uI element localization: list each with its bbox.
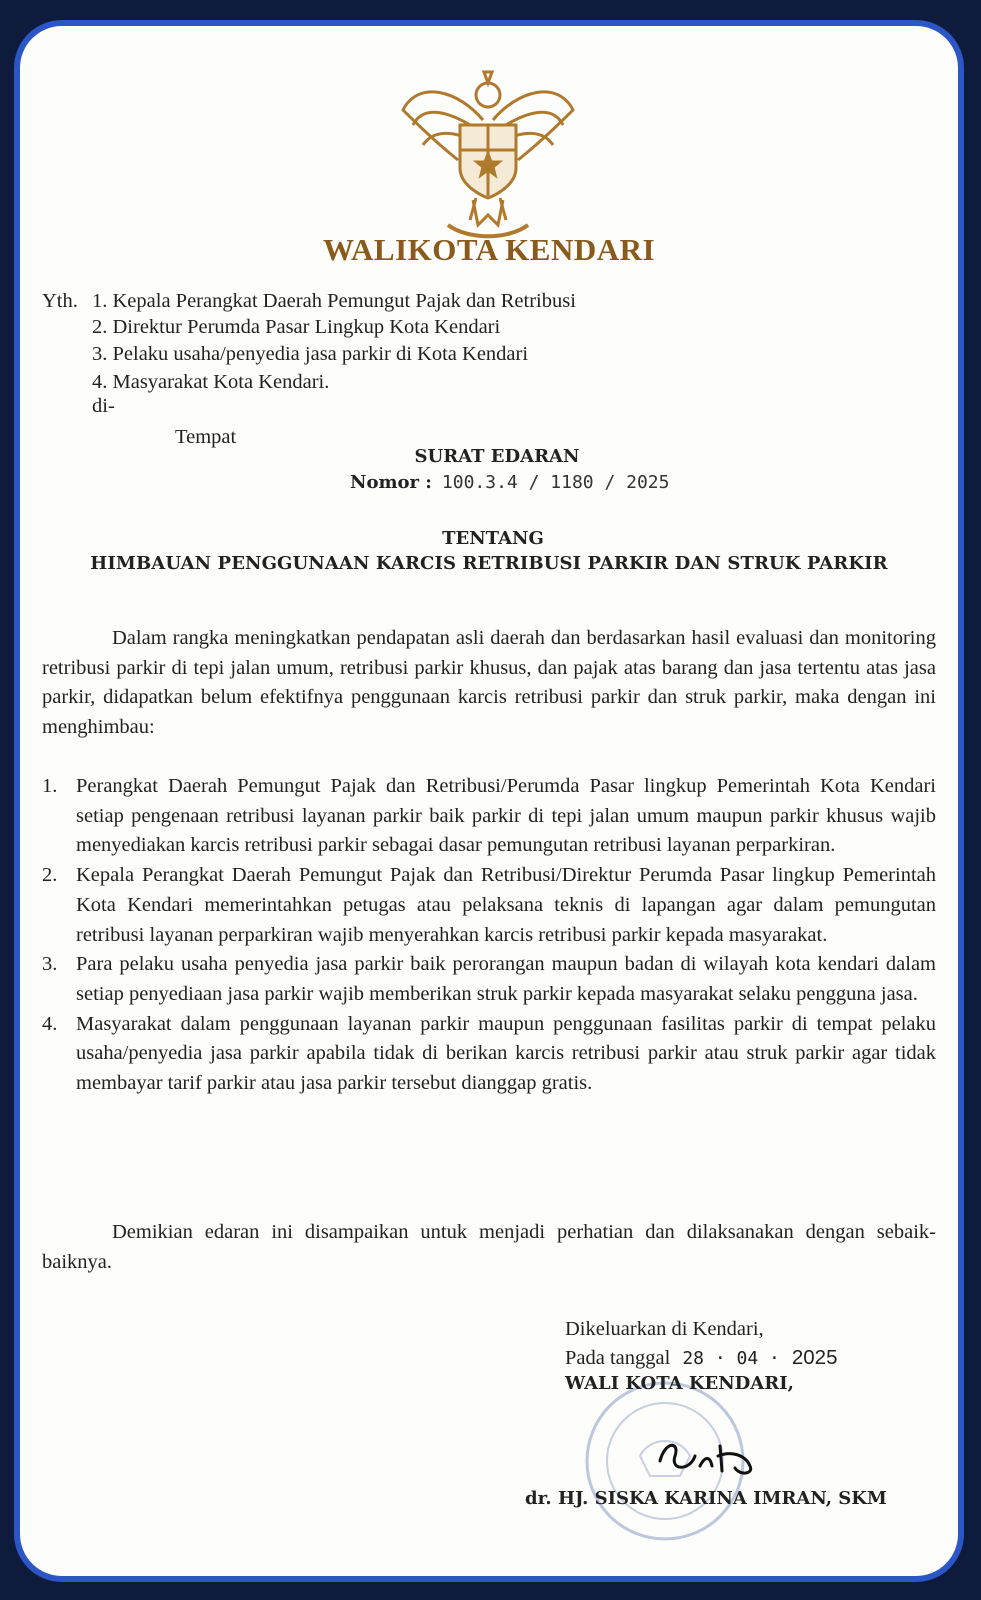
signer-office: WALI KOTA KENDARI, [565, 1373, 794, 1394]
about-label: TENTANG [442, 528, 544, 549]
recipient-item: 4. Masyarakat Kota Kendari. [92, 371, 330, 393]
issued-place: Dikeluarkan di Kendari, [565, 1318, 764, 1340]
recipient-item: 2. Direktur Perumda Pasar Lingkup Kota Kendari [92, 316, 501, 338]
date-label: Pada tanggal [565, 1347, 671, 1369]
city-title: WALIKOTA KENDARI [322, 232, 656, 267]
issue-date [565, 1346, 837, 1370]
document-subject: HIMBAUAN PENGGUNAAN KARCIS RETRIBUSI PARKIR DAN STRUK PARKIR [90, 553, 888, 574]
garuda-emblem-icon [388, 50, 588, 250]
document-page [14, 20, 964, 1582]
recipient-place: Tempat [175, 426, 237, 448]
recipient-item: 1. Kepala Perangkat Daerah Pemungut Pajak dan Retribusi [92, 290, 576, 312]
list-item: 1. Perangkat Daerah Pemungut Pajak dan Retribusi/Perumda Pasar lingkup Pemerintah Kota Kendari setiap pengenaan retribusi layanan parkir baik parkir di tepi jalan umum maupun parkir khusus wajib menyediakan karcis retribusi parkir sebagai dasar pemungutan retribusi layanan perparkiran. [42, 775, 936, 857]
list-item: 2. Kepala Perangkat Daerah Pemungut Pajak dan Retribusi/Direktur Perumda Pasar lingkup Pemerintah Kota Kendari memerintahkan petugas atau pelaksana teknis di lapangan agar dalam pemungutan retribusi layanan perparkiran wajib menyerahkan karcis retribusi parkir kepada masyarakat. [42, 864, 936, 946]
signature-icon [650, 1426, 770, 1486]
recipient-di: di- [92, 395, 115, 417]
date-year: 2025 [791, 1346, 838, 1369]
recipient-item: 3. Pelaku usaha/penyedia jasa parkir di Kota Kendari [92, 343, 529, 365]
signer-name: dr. HJ. SISKA KARINA IMRAN, SKM [525, 1488, 887, 1509]
date-value: 28 · 04 · [682, 1348, 780, 1369]
document-number [350, 472, 669, 493]
document-type: SURAT EDARAN [414, 446, 580, 467]
closing-paragraph: Demikian edaran ini disampaikan untuk menjadi perhatian dan dilaksanakan dengan sebaik-baiknya. [42, 1221, 936, 1273]
intro-paragraph: Dalam rangka meningkatkan pendapatan asli daerah dan berdasarkan hasil evaluasi dan monitoring retribusi parkir di tepi jalan umum, retribusi parkir khusus, dan pajak atas barang dan jasa tertentu atas jasa parkir, didapatkan belum efektifnya penggunaan karcis retribusi parkir dan struk parkir, maka dengan ini menghimbau: [42, 627, 936, 739]
number-label: Nomor : [350, 472, 432, 493]
recipient-prefix: Yth. [42, 290, 78, 312]
number-value: 100.3.4 / 1180 / 2025 [441, 472, 670, 493]
list-item: 4. Masyarakat dalam penggunaan layanan parkir maupun penggunaan fasilitas parkir di tempat pelaku usaha/penyedia jasa parkir apabila tidak di berikan karcis retribusi parkir atau struk parkir agar tidak membayar tarif parkir atau jasa parkir tersebut dianggap gratis. [42, 1012, 936, 1095]
list-item: 3. Para pelaku usaha penyedia jasa parkir baik perorangan maupun badan di wilayah kota kendari dalam setiap penyediaan jasa parkir wajib memberikan struk parkir kepada masyarakat selaku pengguna jasa. [42, 953, 936, 1005]
instruction-list [42, 772, 936, 1099]
